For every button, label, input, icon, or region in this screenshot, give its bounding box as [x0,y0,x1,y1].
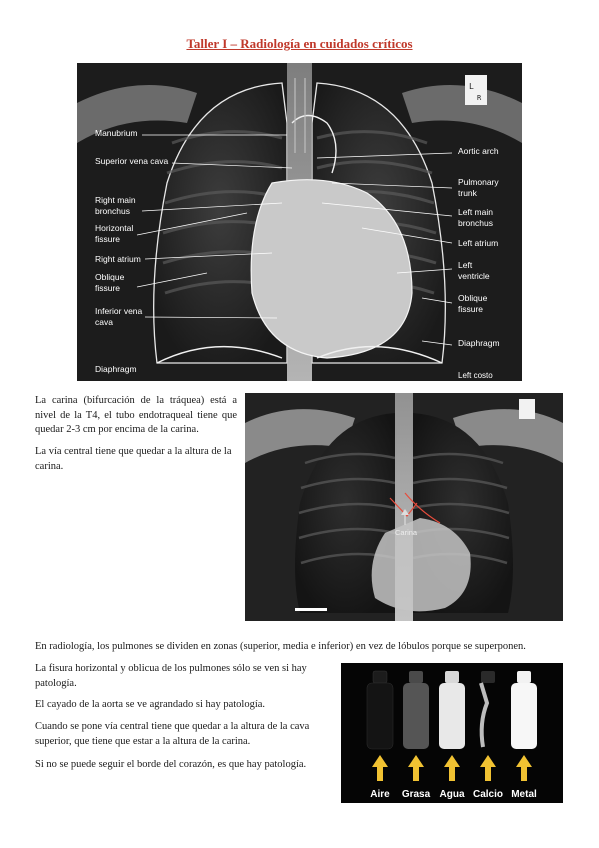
label-oblique-r: Oblique [95,272,125,282]
heart-border-paragraph: Si no se puede seguir el borde del corazón, es que hay patología. [35,759,307,770]
page-title: Taller I – Radiología en cuidados críticos [186,36,413,51]
svg-text:R: R [477,94,482,102]
label-right-atrium: Right atrium [95,254,141,264]
label-oblique-l: Oblique [458,293,488,303]
carina-xray [245,393,563,621]
label-pulmonary: Pulmonary [458,177,499,187]
label-fissure-or: fissure [95,283,121,293]
label-fissure-h: fissure [95,234,121,244]
label-aortic-arch: Aortic arch [458,146,499,156]
label-manubrium: Manubrium [95,128,138,138]
label-grasa: Grasa [401,789,431,800]
label-left: Left [458,260,473,270]
label-bronchus-r: bronchus [95,206,130,216]
label-ventricle: ventricle [458,271,490,281]
carina-label: Carina [395,528,418,537]
fissure-paragraph: La fisura horizontal y oblicua de los pulmones sólo se ven si hay patología. [35,663,307,689]
density-bottles-image [341,663,563,803]
central-line-carina-paragraph: La vía central tiene que quedar a la altura de la carina. [35,446,232,472]
aorta-paragraph: El cayado de la aorta se ve agrandado si hay patología. [35,699,266,710]
label-fissure-ol: fissure [458,304,484,314]
label-diaphragm-r: Diaphragm [458,338,500,348]
label-metal: Metal [511,789,537,800]
label-bronchus-l: bronchus [458,218,493,228]
label-left-costo: Left costo [458,371,493,380]
label-aire: Aire [370,789,390,800]
label-left-main: Left main [458,207,493,217]
label-agua: Agua [439,789,465,800]
label-right-main: Right main [95,195,136,205]
label-inferior-vena: Inferior vena [95,306,143,316]
label-trunk: trunk [458,188,477,198]
label-superior-vena-cava: Superior vena cava [95,156,169,166]
zones-paragraph: En radiología, los pulmones se dividen en zonas (superior, media e inferior) en vez de lóbulos porque se superponen. [35,641,526,652]
svg-text:L: L [469,82,474,91]
label-diaphragm-l: Diaphragm [95,364,137,374]
label-horizontal: Horizontal [95,223,134,233]
label-cava: cava [95,317,113,327]
label-calcio: Calcio [472,789,504,800]
label-left-atrium: Left atrium [458,238,499,248]
labeled-chest-xray [77,63,522,381]
central-line-paragraph: Cuando se pone vía central tiene que quedar a la altura de la cava superior, que tiene que estar a la altura de la carina. [35,721,310,747]
carina-paragraph: La carina (bifurcación de la tráquea) está a nivel de la T4, el tubo endotraqueal tiene que quedar 2-3 cm por encima de la carina. [35,395,237,435]
